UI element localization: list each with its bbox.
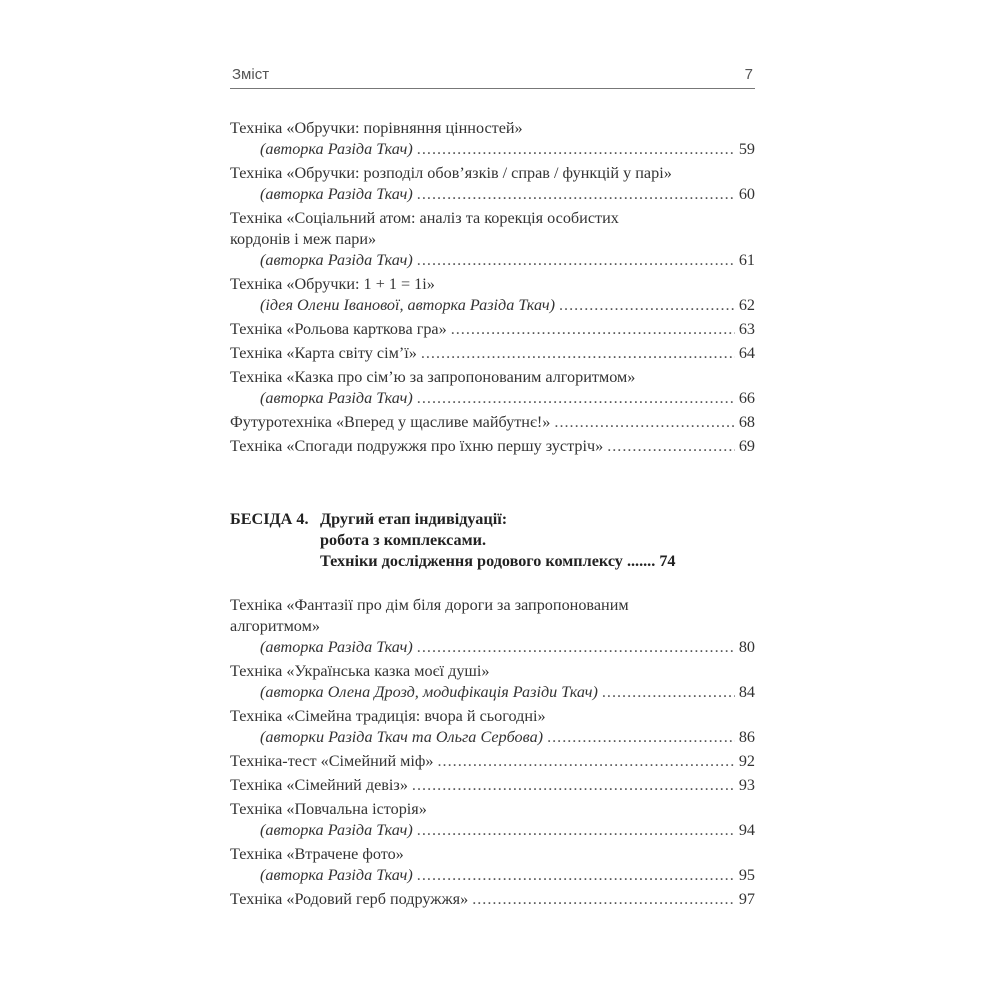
- toc-entry-title: Техніка «Соціальний атом: аналіз та корекція особистих: [230, 209, 619, 227]
- toc-entry-title: Техніка «Обручки: 1 + 1 = 1і»: [230, 275, 435, 293]
- toc-entry-author: (авторка Разіда Ткач): [260, 866, 413, 884]
- toc-entry[interactable]: [230, 661, 755, 703]
- toc-list-bottom: [230, 595, 755, 913]
- toc-entry[interactable]: [230, 367, 755, 409]
- toc-entry-title: Техніка «Родовий герб подружжя»: [230, 890, 469, 908]
- toc-entry-page: 95: [738, 866, 755, 884]
- toc-entry[interactable]: [230, 595, 755, 658]
- toc-entry-author: (авторка Разіда Ткач): [260, 251, 413, 269]
- toc-entry-author: (ідея Олени Іванової, авторка Разіда Ткач): [260, 296, 555, 314]
- toc-entry-page: 62: [738, 296, 755, 314]
- section-dots: .......: [626, 552, 656, 570]
- dot-leader: [421, 343, 735, 364]
- toc-entry-page: 92: [738, 752, 755, 770]
- toc-entry[interactable]: [230, 343, 755, 364]
- toc-entry-author: (авторка Разіда Ткач): [260, 389, 413, 407]
- toc-list-top: [230, 118, 755, 460]
- dot-leader: [417, 637, 735, 658]
- toc-entry-page: 86: [738, 728, 755, 746]
- toc-entry-author: (авторка Разіда Ткач): [260, 140, 413, 158]
- dot-leader: [417, 250, 735, 271]
- dot-leader: [451, 319, 735, 340]
- toc-entry-page: 68: [738, 413, 755, 431]
- running-header: [230, 64, 755, 86]
- toc-entry-title: Техніка «Обручки: порівняння цінностей»: [230, 119, 523, 137]
- toc-entry-title: Техніка «Втрачене фото»: [230, 845, 404, 863]
- toc-entry-title: Техніка «Спогади подружжя про їхню першу зустріч»: [230, 437, 604, 455]
- toc-entry-author: (авторка Олена Дрозд, модифікація Разіди Ткач): [260, 683, 598, 701]
- toc-entry-page: 80: [738, 638, 755, 656]
- dot-leader: [559, 295, 735, 316]
- toc-entry-title: Техніка «Фантазії про дім біля дороги за запропонованим: [230, 596, 629, 614]
- toc-entry[interactable]: [230, 118, 755, 160]
- toc-entry-page: 60: [738, 185, 755, 203]
- toc-entry[interactable]: [230, 706, 755, 748]
- toc-entry-title: Техніка «Обручки: розподіл обов’язків / справ / функцій у парі»: [230, 164, 672, 182]
- header-title: Зміст: [232, 66, 270, 83]
- dot-leader: [417, 184, 735, 205]
- toc-entry[interactable]: [230, 799, 755, 841]
- toc-entry[interactable]: [230, 844, 755, 886]
- toc-entry-author: (авторки Разіда Ткач та Ольга Сербова): [260, 728, 544, 746]
- toc-entry-title-cont: кордонів і меж пари»: [230, 230, 377, 248]
- toc-entry-author: (авторка Разіда Ткач): [260, 185, 413, 203]
- toc-entry[interactable]: [230, 274, 755, 316]
- toc-entry[interactable]: [230, 163, 755, 205]
- toc-entry[interactable]: [230, 208, 755, 271]
- toc-entry-page: 69: [738, 437, 755, 455]
- toc-entry-title: Техніка «Карта світу сім’ї»: [230, 344, 417, 362]
- header-rule: [230, 88, 755, 89]
- toc-entry-title: Техніка «Казка про сім’ю за запропонованим алгоритмом»: [230, 368, 636, 386]
- toc-entry-page: 93: [738, 776, 755, 794]
- section-label: БЕСІДА 4.: [230, 510, 309, 528]
- toc-entry-title: Техніка «Сімейна традиція: вчора й сьогодні»: [230, 707, 546, 725]
- toc-entry-title: Техніка-тест «Сімейний міф»: [230, 752, 434, 770]
- toc-entry[interactable]: [230, 775, 755, 796]
- toc-entry-page: 63: [738, 320, 755, 338]
- toc-entry-page: 64: [738, 344, 755, 362]
- dot-leader: [602, 682, 735, 703]
- toc-entry-title-cont: алгоритмом»: [230, 617, 320, 635]
- toc-entry-page: 61: [738, 251, 755, 269]
- toc-entry-page: 59: [738, 140, 755, 158]
- toc-entry-author: (авторка Разіда Ткач): [260, 821, 413, 839]
- toc-entry[interactable]: [230, 319, 755, 340]
- dot-leader: [412, 775, 735, 796]
- toc-entry-page: 97: [738, 890, 755, 908]
- section-title-line-1: Другий етап індивідуації:: [320, 510, 508, 528]
- dot-leader: [554, 412, 734, 433]
- toc-entry[interactable]: [230, 412, 755, 433]
- toc-entry[interactable]: [230, 751, 755, 772]
- toc-entry-title: Техніка «Сімейний девіз»: [230, 776, 408, 794]
- dot-leader: [607, 436, 735, 457]
- dot-leader: [472, 889, 735, 910]
- dot-leader: [417, 139, 735, 160]
- dot-leader: [547, 727, 735, 748]
- toc-entry[interactable]: [230, 436, 755, 457]
- toc-entry[interactable]: [230, 889, 755, 910]
- toc-entry-page: 94: [738, 821, 755, 839]
- dot-leader: [417, 820, 735, 841]
- toc-entry-title: Техніка «Українська казка моєї душі»: [230, 662, 490, 680]
- toc-entry-author: (авторка Разіда Ткач): [260, 638, 413, 656]
- toc-entry-page: 66: [738, 389, 755, 407]
- header-page-number: 7: [744, 66, 753, 83]
- dot-leader: [417, 865, 735, 886]
- dot-leader: [417, 388, 735, 409]
- section-title-line-3: Техніки дослідження родового комплексу: [320, 552, 623, 570]
- section-page: 74: [659, 552, 676, 570]
- section-title-line-2: робота з комплексами.: [320, 531, 487, 549]
- section-heading[interactable]: [230, 509, 755, 572]
- toc-entry-title: Техніка «Рольова карткова гра»: [230, 320, 447, 338]
- dot-leader: [438, 751, 735, 772]
- toc-entry-title: Техніка «Повчальна історія»: [230, 800, 427, 818]
- toc-entry-page: 84: [738, 683, 755, 701]
- toc-entry-title: Футуротехніка «Вперед у щасливе майбутнє!»: [230, 413, 551, 431]
